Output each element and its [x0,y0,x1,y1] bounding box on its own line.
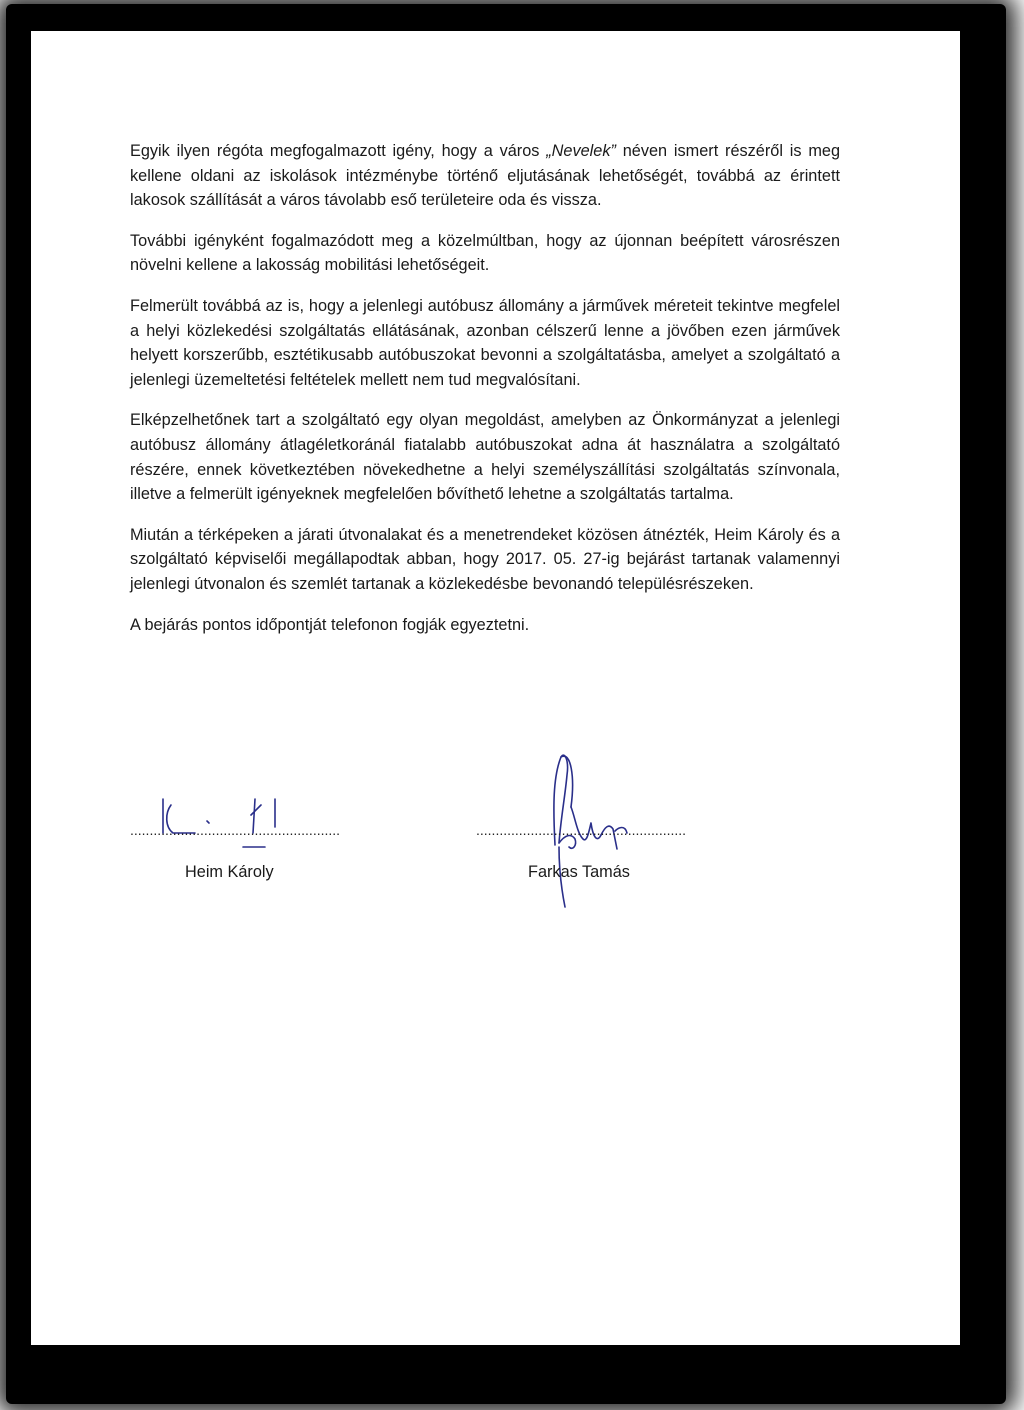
signer-name-left: Heim Károly [185,863,274,881]
paragraph-1: Egyik ilyen régóta megfogalmazott igény, hogy a város „Nevelek” néven ismert részéről is meg kellene oldani az iskolások intézménybe történő eljutásának lehetőségét, továbbá az érintett lakosok szállítását a város távolabb eső területeire oda és vissza. [130,142,840,210]
place-name: „Nevelek” [546,142,616,160]
signer-name-right: Farkas Tamás [528,863,630,881]
paragraph-5: Miután a térképeken a járati útvonalakat és a menetrendeket közösen átnézték, Heim Károly és a szolgáltató képviselői megállapodtak abban, hogy 2017. 05. 27-ig bejárást tartanak valamennyi jelenlegi útvonalon és szemlét tartanak a közlekedésbe bevonandó településrészeken. [130,525,840,593]
signature-block-right [476,823,686,882]
document-page [31,31,960,1345]
signature-line-right: ...................................................... [476,822,687,838]
paragraph-6: A bejárás pontos időpontját telefonon fogják egyeztetni. [130,615,530,634]
paragraph-2: További igényként fogalmazódott meg a közelmúltban, hogy az újonnan beépített városrészen növelni kellene a lakosság mobilitási lehetőségeit. [130,231,840,275]
signature-block-left [130,823,340,882]
paragraph-4: Elképzelhetőnek tart a szolgáltató egy olyan megoldást, amelyben az Önkormányzat a jelenlegi autóbusz állomány átlagéletkoránál fiatalabb autóbuszokat adna át használatra a szolgáltató részére, ennek következtében növekedhetne a helyi személyszállítási szolgáltatás színvonala, illetve a felmerült igényeknek megfelelően bővíthető lehetne a szolgáltatás tartalma. [130,411,840,504]
signature-line-left: ...................................................... [130,822,341,838]
paragraph-3: Felmerült továbbá az is, hogy a jelenlegi autóbusz állomány a járművek méreteit tekintve megfelel a helyi közlekedési szolgáltatás ellátásának, azonban célszerű lenne a jövőben ezen járművek helyett korszerűbb, esztétikusabb autóbuszokat bevonni a szolgáltatásba, amelyet a szolgáltató a jelenlegi üzemeltetési feltételek mellett nem tud megvalósítani. [130,296,840,389]
letter-body [130,139,840,653]
